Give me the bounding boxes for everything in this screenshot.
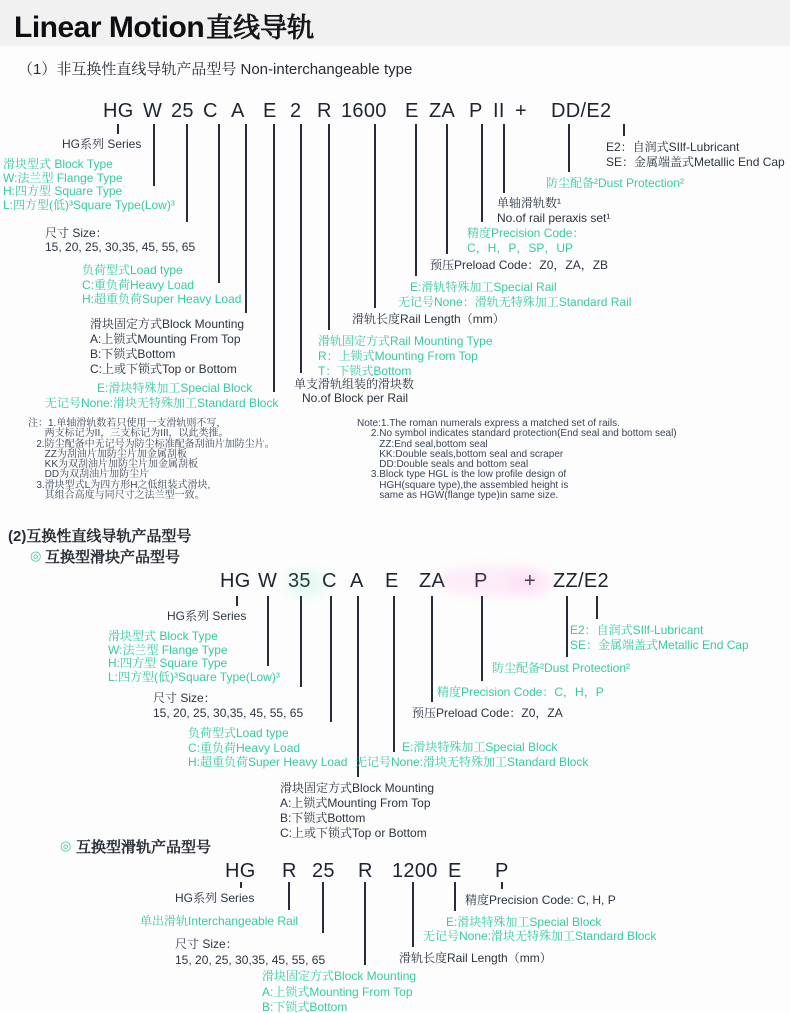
field-label (62, 137, 141, 151)
bullet-icon: ◎ (60, 838, 72, 853)
field-label-line: L:四方型(低)³Square Type(Low)³ (108, 669, 280, 684)
field-label (606, 140, 785, 170)
model-code-token: C (322, 570, 337, 592)
field-label-line: T：下锁式Bottom (318, 364, 412, 378)
field-label (437, 685, 604, 699)
field-label (546, 176, 684, 190)
field-label-line: HG系列 Series (175, 891, 255, 905)
field-label-line: 15, 20, 25, 30,35, 45, 55, 65 (45, 240, 196, 254)
field-label-line: C:重负荷Heavy Load (82, 277, 195, 292)
field-label-line: A:上锁式Mounting From Top (262, 984, 413, 999)
connector-line (186, 124, 188, 222)
model-code-token: HG (103, 100, 134, 122)
field-label-line: 15, 20, 25, 30,35, 45, 55, 65 (153, 706, 304, 720)
field-label-line: E2：自润式SIlf-Lubricant (606, 140, 740, 154)
field-label (175, 891, 254, 905)
field-label (318, 334, 493, 379)
note-line: KK:Double seals,bottom seal and scraper (357, 448, 564, 460)
note-line: 注：1.单轴滑轨数若只使用一支滑轨则不写， (28, 418, 227, 429)
field-label (570, 623, 749, 653)
field-label-line: 滑块固定方式Block Mounting (280, 781, 435, 795)
field-label (280, 781, 434, 841)
field-label-line: H:超重负荷Super Heavy Load (188, 755, 348, 769)
model-code-token: E (385, 570, 399, 592)
field-label (423, 915, 656, 943)
field-label-line: SE：金属端盖式Metallic End Cap (570, 638, 749, 652)
field-label-line: 负荷型式Load type (82, 263, 183, 277)
note-line: Note:1.The roman numerals express a matched set of rails. (357, 418, 620, 429)
field-label-line: A:上锁式Mounting From Top (90, 332, 241, 346)
connector-line (566, 596, 568, 657)
model-code-token: C (203, 100, 218, 122)
model-code-token: 1600 (341, 100, 387, 122)
field-label-line: E:滑块特殊加工Special Block (446, 915, 602, 929)
field-label-line: 无记号None：滑轨无特殊加工Standard Rail (398, 294, 632, 309)
field-label-line: E:滑块特殊加工Special Block (97, 381, 253, 395)
field-label-line: 负荷型式Load type (188, 726, 289, 740)
connector-line (568, 124, 570, 172)
field-label (497, 196, 610, 225)
model-code-token: P (495, 860, 509, 882)
field-label-line: HG系列 Series (62, 137, 142, 151)
field-label (465, 893, 616, 907)
connector-line (412, 882, 414, 947)
page-title: Linear Motion (14, 11, 205, 44)
connector-line (218, 124, 220, 283)
field-label-line: E:滑轨特殊加工Special Rail (410, 280, 557, 294)
field-label (45, 226, 195, 254)
model-code-token: 1200 (392, 860, 438, 882)
connector-line (501, 882, 503, 889)
model-code-token: + (515, 100, 527, 122)
field-label (262, 969, 416, 1013)
field-label-line: 滑块型式 Block Type (3, 157, 113, 171)
section-2-heading: (2)互换性直线导轨产品型号 (8, 528, 192, 545)
field-label (294, 377, 414, 405)
field-label (90, 317, 244, 377)
field-label (352, 312, 505, 326)
field-label (467, 226, 584, 256)
field-label (45, 381, 278, 411)
field-label-line: 无记号None:滑块无特殊加工Standard Block (45, 396, 279, 410)
field-label-line: H:四方型 Square Type (3, 184, 123, 198)
field-label-line: 无记号None:滑块无特殊加工Standard Block (423, 929, 657, 943)
connector-line (330, 596, 332, 722)
model-code-token: E (405, 100, 419, 122)
notes-zh (28, 419, 275, 501)
model-code-token: P (474, 570, 488, 592)
connector-line (454, 882, 456, 911)
model-code-token: ZZ/E2 (553, 570, 609, 592)
field-label (167, 609, 246, 623)
connector-line (322, 882, 324, 933)
field-label-line: 滑块固定方式Block Mounting (262, 969, 417, 983)
field-label-line: L:四方型(低)³Square Type(Low)³ (3, 197, 175, 212)
model-code-token: + (524, 570, 536, 592)
field-label-line: 尺寸 Size： (175, 937, 238, 951)
field-label (82, 263, 241, 307)
field-label-line: 单出滑轨Interchangeable Rail (140, 914, 299, 928)
field-label (3, 158, 175, 212)
note-line: ZZ为刮油片加防尘片加金属刮板 (28, 448, 187, 460)
field-label-line: 单支滑轨组装的滑块数 (294, 377, 415, 391)
connector-line (503, 124, 505, 193)
model-code-token: HG (220, 570, 251, 592)
field-label (412, 706, 563, 720)
field-label (108, 630, 280, 684)
field-label-line: 滑块型式 Block Type (108, 629, 218, 643)
field-label-line: B:下锁式Bottom (280, 811, 366, 825)
field-label-line: E2：自润式SIlf-Lubricant (570, 623, 704, 637)
note-line: DD为双刮油片加防尘片 (28, 469, 150, 481)
field-label (188, 726, 347, 770)
notes-en (357, 419, 677, 501)
connector-line (300, 124, 302, 373)
field-label (153, 691, 303, 721)
model-code-token: II (493, 100, 505, 122)
field-label-line: 无记号None:滑块无特殊加工Standard Block (355, 754, 589, 769)
note-line: DD:Double seals and bottom seal (357, 459, 529, 471)
field-label-line: C:上或下锁式Top or Bottom (90, 362, 237, 376)
field-label-line: B:下锁式Bottom (90, 347, 176, 361)
section-3-subheading: 互换型滑轨产品型号 (76, 839, 212, 856)
connector-line (364, 882, 366, 965)
model-code-token: 25 (312, 860, 335, 882)
connector-line (596, 596, 598, 619)
field-label-line: H:超重负荷Super Heavy Load (82, 292, 242, 306)
field-label-line: 防尘配备²Dust Protection² (492, 661, 631, 675)
field-label-line: R：上锁式Mounting From Top (318, 349, 478, 363)
model-code-token: R (358, 860, 373, 882)
note-line: 两支标记为II，三支标记为III，以此类推。 (28, 428, 229, 440)
field-label-line: 15, 20, 25, 30,35, 45, 55, 65 (175, 952, 326, 967)
field-label (398, 280, 631, 309)
model-code-token: 25 (171, 100, 194, 122)
page-header (14, 6, 314, 45)
field-label-line: C，H，P，SP，UP (467, 241, 574, 255)
connector-line (288, 882, 290, 910)
connector-line (374, 124, 376, 308)
page-title-zh: 直线导轨 (206, 13, 315, 43)
field-label-line: 预压Preload Code：Z0，ZA (412, 706, 563, 720)
field-label-line: C:上或下锁式Top or Bottom (280, 826, 427, 840)
model-code-token: ZA (419, 570, 446, 592)
model-code-token: E (448, 860, 462, 882)
field-label-line: 精度Precision Code: C, H, P (465, 893, 616, 907)
connector-line (245, 124, 247, 313)
model-code-token: 35 (288, 570, 311, 592)
model-code-token: HG (225, 860, 256, 882)
note-line: KK为双刮油片加防尘片加金属刮板 (28, 459, 199, 471)
note-line: 其组合高度与同尺寸之法兰型一致。 (28, 490, 205, 502)
note-line: 3.Block type HGL is the low profile design of (357, 469, 567, 481)
field-label-line: No.of rail peraxis set¹ (497, 210, 611, 225)
note-line: ZZ:End seal,bottom seal (357, 438, 488, 450)
field-label-line: 尺寸 Size： (153, 691, 216, 705)
connector-line (481, 596, 483, 681)
field-label-line: 滑轨固定方式Rail Mounting Type (318, 334, 493, 348)
connector-line (431, 596, 433, 702)
connector-line (415, 124, 417, 276)
model-code-token: A (231, 100, 245, 122)
bullet-icon: ◎ (30, 548, 42, 563)
connector-line (481, 124, 483, 222)
field-label-line: 滑块固定方式Block Mounting (90, 317, 245, 331)
field-label-line: 防尘配备²Dust Protection² (546, 176, 685, 190)
watermark-blob (436, 566, 556, 596)
field-label (175, 937, 325, 968)
field-label-line: 预压Preload Code：Z0，ZA，ZB (430, 258, 609, 272)
field-label-line: HG系列 Series (167, 609, 247, 623)
field-label-line: 精度Precision Code：C，H，P (437, 685, 604, 699)
field-label-line: 精度Precision Code： (467, 226, 585, 240)
connector-line (300, 596, 302, 687)
model-code-token: P (469, 100, 483, 122)
note-line: HGH(square type),the assembled height is (357, 479, 569, 491)
model-code-token: 2 (290, 100, 302, 122)
field-label (140, 914, 298, 928)
field-label-line: W:法兰型 Flange Type (3, 170, 123, 185)
model-code-token: ZA (429, 100, 456, 122)
connector-line (117, 124, 119, 134)
field-label-line: H:四方型 Square Type (108, 656, 228, 670)
note-line: 3.滑块型式L为四方形H之低组装式滑块, (28, 479, 211, 491)
field-label (355, 740, 588, 769)
field-label-line: 尺寸 Size： (45, 226, 108, 240)
connector-line (623, 124, 625, 136)
section-2-subheading: 互换型滑块产品型号 (45, 549, 181, 566)
field-label (430, 258, 608, 272)
connector-line (236, 596, 238, 606)
field-label-line: B:下锁式Bottom (262, 1000, 348, 1013)
connector-line (273, 124, 275, 392)
field-label-line: W:法兰型 Flange Type (108, 642, 228, 657)
note-line: 2.No symbol indicates standard protection(End seal and bottom seal) (357, 428, 677, 440)
model-code-token: E (263, 100, 277, 122)
section-1-heading: （1）非互换性直线导轨产品型号 Non-interchangeable type (18, 61, 413, 78)
connector-line (393, 596, 395, 752)
model-code-token: A (350, 570, 364, 592)
connector-line (328, 124, 330, 330)
field-label-line: SE：金属端盖式Metallic End Cap (606, 155, 785, 169)
field-label-line: C:重负荷Heavy Load (188, 740, 301, 755)
field-label-line: E:滑块特殊加工Special Block (402, 740, 558, 754)
model-code-token: DD/E2 (551, 100, 612, 122)
note-line: same as HGW(flange type)in same size. (357, 490, 559, 502)
model-code-token: R (282, 860, 297, 882)
model-code-token: W (258, 570, 278, 592)
field-label-line: 滑轨长度Rail Length（mm） (352, 312, 505, 326)
model-code-token: W (143, 100, 163, 122)
connector-line (446, 124, 448, 254)
field-label (399, 951, 552, 965)
field-label-line: No.of Block per Rail (302, 391, 409, 405)
field-label-line: A:上锁式Mounting From Top (280, 796, 431, 810)
note-line: 2.防尘配备中无记号为防尘标准配备刮油片加防尘片。 (28, 438, 275, 450)
connector-line (240, 882, 242, 888)
field-label-line: 滑轨长度Rail Length（mm） (399, 951, 552, 965)
field-label-line: 单轴滑轨数¹ (497, 196, 561, 210)
field-label (492, 661, 630, 675)
model-code-token: R (317, 100, 332, 122)
